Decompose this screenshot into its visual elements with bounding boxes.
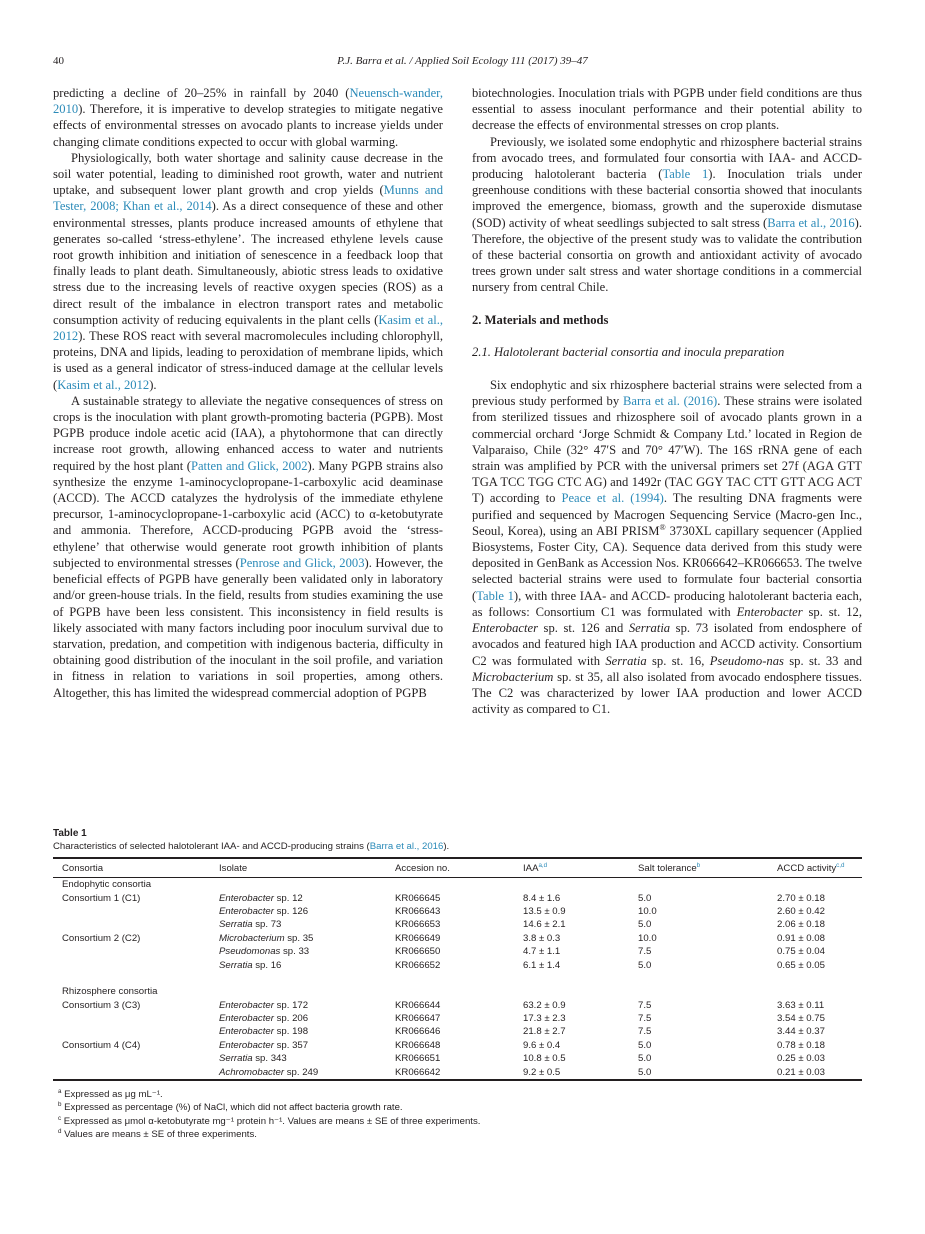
genus: Pseudomonas <box>219 946 281 958</box>
accession-cell: KR066653 <box>395 919 441 931</box>
consortium-cell <box>53 1065 219 1079</box>
text-run: sp. st. 33 and <box>783 653 862 668</box>
isolate-cell <box>219 1065 395 1079</box>
footnote-text: Expressed as μmol α-ketobutyrate mg⁻¹ protein h⁻¹. Values are means ± SE of three experiments. <box>63 1115 481 1127</box>
column-header <box>638 858 777 878</box>
footnote-ref[interactable]: b <box>696 861 701 869</box>
accd-activity-cell: 2.06 ± 0.18 <box>777 919 825 931</box>
table-label: Table 1 <box>53 828 87 839</box>
iaa-cell: 9.2 ± 0.5 <box>523 1066 561 1078</box>
citation-link[interactable]: Table 1 <box>476 588 514 603</box>
isolate-cell <box>219 891 395 904</box>
table-caption <box>53 841 862 852</box>
accd-activity-cell: 3.44 ± 0.37 <box>777 1026 825 1038</box>
strain: sp. 12 <box>273 892 303 904</box>
accd-activity-cell: 0.21 ± 0.03 <box>777 1066 825 1078</box>
salt-tolerance-cell: 5.0 <box>638 1066 652 1078</box>
header-label: ACCD activity <box>777 862 837 874</box>
accession-cell: KR066642 <box>395 1066 441 1078</box>
salt-tolerance-cell: 7.5 <box>638 1013 652 1025</box>
taxon-name: Serratia <box>605 653 647 668</box>
iaa-cell: 21.8 ± 2.7 <box>523 1026 566 1038</box>
footnote <box>53 1101 862 1115</box>
strain: sp. 249 <box>284 1066 319 1078</box>
text-run: Six endophytic and six rhizosphere bacterial strains were selected from a previous study performed by <box>472 378 862 409</box>
salt-tolerance-cell: 5.0 <box>638 892 652 904</box>
iaa-cell: 63.2 ± 0.9 <box>523 999 566 1011</box>
citation-link[interactable]: Barra et al., 2016 <box>767 215 855 230</box>
text-run: biotechnologies. Inoculation trials with PGPB under field conditions are thus essential to assess inoculant performance and their potential ability to decrease the effects of environmental stresses on crop plants. <box>472 86 862 133</box>
iaa-cell: 17.3 ± 2.3 <box>523 1013 566 1025</box>
accession-cell: KR066652 <box>395 959 441 971</box>
table-row <box>53 932 862 945</box>
text-run: A sustainable strategy to alleviate the negative consequences of stress on crops is the inoculation with plant growth-promoting bacteria (PGPB). Most PGPB produce indole acetic acid (IAA), a phytohormone that can directly increase root growth, allowing enhanced access to water and nutrients required by the host plant ( <box>53 393 443 473</box>
salt-tolerance-cell: 7.5 <box>638 1026 652 1038</box>
text-run: Previously, we isolated some endophytic and rhizosphere bacterial strains from avocado trees, and formulated four consortia with IAA- and ACCD- producing halotolerant bacteria ( <box>472 134 862 182</box>
citation-link[interactable]: Table 1 <box>662 167 709 182</box>
isolate-cell <box>219 918 395 931</box>
isolate-cell <box>219 905 395 918</box>
text-run: ), with three IAA- and ACCD- producing halotolerant bacteria each, as follows: Consortium C1 was formulated with <box>472 588 862 619</box>
header-label: Isolate <box>219 862 248 874</box>
consortium-cell: Consortium 3 (C3) <box>62 999 141 1011</box>
table-row <box>53 1065 862 1079</box>
accession-cell: KR066643 <box>395 905 441 917</box>
accd-activity-cell: 0.65 ± 0.05 <box>777 959 825 971</box>
consortium-cell <box>53 1052 219 1065</box>
footnote-mark: d <box>58 1128 62 1136</box>
right-column <box>472 85 862 717</box>
consortium-cell <box>53 1012 219 1025</box>
text-run: ). Many PGPB strains also synthesize the enzyme 1-aminocyclopropane-1-carboxylic acid deaminase (ACCD). The ACCD catalyzes the hydrolysis of the immediate ethylene precursor, 1-aminocyclopropane-1-carboxylic acid (ACC) to α-ketobutyrate and ammonia. Therefore, ACCD-producing PGPB avoid the ‘stress-ethylene’ that otherwise would generate root growth inhibition of plants subjected to environmental stresses ( <box>53 458 443 570</box>
consortium-cell <box>53 958 219 971</box>
table-row <box>53 1012 862 1025</box>
accd-activity-cell: 3.63 ± 0.11 <box>777 999 825 1011</box>
accession-cell: KR066650 <box>395 946 441 958</box>
text-run: sp. 73 isolated from endosphere of avocados and featured high IAA production and ACCD activity. Consortium C2 was formulated with <box>472 621 862 668</box>
iaa-cell: 9.6 ± 0.4 <box>523 1039 561 1051</box>
genus: Enterobacter <box>219 905 274 917</box>
text-run: ). Therefore, the objective of the present study was to validate the contribution of these bacterial consortia on growth and antioxidant activity of avocado trees grown under salt stress and water shortage conditions in a commercial nursery from central Chile. <box>472 215 862 295</box>
isolate-cell <box>219 1025 395 1038</box>
accession-cell: KR066648 <box>395 1039 441 1051</box>
header-label: Consortia <box>62 862 104 874</box>
accession-cell: KR066649 <box>395 932 441 944</box>
genus: Achromobacter <box>219 1066 285 1078</box>
table-header-row <box>53 858 862 878</box>
citation-link[interactable]: Kasim et al., 2012 <box>57 377 150 392</box>
iaa-cell: 6.1 ± 1.4 <box>523 959 561 971</box>
subsection-heading: 2.1. Halotolerant bacterial consortia and inocula preparation <box>472 344 785 359</box>
header-label: Salt tolerance <box>638 862 697 874</box>
salt-tolerance-cell: 10.0 <box>638 932 657 944</box>
accession-cell: KR066645 <box>395 892 441 904</box>
salt-tolerance-cell: 5.0 <box>638 959 652 971</box>
consortium-cell: Consortium 2 (C2) <box>62 932 141 944</box>
footnote-text: Expressed as μg mL⁻¹. <box>64 1088 163 1100</box>
isolate-cell <box>219 958 395 971</box>
text-run: 3730XL capillary sequencer (Applied Biosystems, Foster City, CA). Sequence data derived from this study were deposited in GenBank as Accession Nos. KR066642–KR066653. The twelve selected bacterial strains were used to formulate four bacterial consortia ( <box>472 523 862 603</box>
data-table <box>53 857 862 1081</box>
header-label: Accesion no. <box>395 862 450 874</box>
accd-activity-cell: 0.75 ± 0.04 <box>777 946 825 958</box>
strain: sp. 35 <box>284 932 314 944</box>
paragraph <box>53 150 443 393</box>
strain: sp. 16 <box>252 959 282 971</box>
footnote-ref[interactable]: a,d <box>538 861 548 869</box>
strain: sp. 33 <box>280 946 310 958</box>
taxon-name: Microbacterium <box>472 669 554 684</box>
footnote-mark: c <box>58 1114 62 1122</box>
accd-activity-cell: 0.91 ± 0.08 <box>777 932 825 944</box>
group-row <box>53 985 862 998</box>
genus: Enterobacter <box>219 1039 274 1051</box>
footnote-text: Values are means ± SE of three experiments. <box>64 1129 257 1141</box>
iaa-cell: 10.8 ± 0.5 <box>523 1053 566 1065</box>
consortium-cell: Consortium 1 (C1) <box>62 892 141 904</box>
accd-activity-cell: 2.60 ± 0.42 <box>777 905 825 917</box>
consortium-cell <box>53 1025 219 1038</box>
table-row <box>53 945 862 958</box>
paragraph <box>53 393 443 701</box>
consortium-cell <box>53 945 219 958</box>
genus: Serratia <box>219 1053 253 1065</box>
text-run: ). Therefore, it is imperative to develop strategies to mitigate negative effects of environmental stresses on avocado plants to increase yields under changing climate conditions expected to occur with global warming. <box>53 102 443 149</box>
paragraph <box>472 85 862 134</box>
strain: sp. 206 <box>273 1013 309 1025</box>
footnote-mark: b <box>58 1101 62 1109</box>
section-heading: 2. Materials and methods <box>472 312 609 327</box>
strain: sp. 172 <box>273 999 309 1011</box>
column-header <box>395 858 523 878</box>
citation-link[interactable]: Munns and Tester, 2008; Khan et al., 2014 <box>53 183 444 214</box>
header-label: IAA <box>523 862 539 874</box>
registered-mark: ® <box>659 522 666 532</box>
table-row <box>53 1052 862 1065</box>
column-header <box>53 858 219 878</box>
isolate-cell <box>219 999 395 1012</box>
strain: sp. 198 <box>273 1026 309 1038</box>
citation-link[interactable]: Barra et al. (2016) <box>622 394 718 409</box>
salt-tolerance-cell: 10.0 <box>638 905 657 917</box>
accd-activity-cell: 0.78 ± 0.18 <box>777 1039 825 1051</box>
accession-cell: KR066646 <box>395 1026 441 1038</box>
taxon-name: Serratia <box>628 621 671 636</box>
paragraph <box>472 377 862 717</box>
text-run: sp. st 35, all also isolated from avocado endosphere tissues. The C2 was characterized by lower IAA production and lower ACCD activity as compared to C1. <box>472 669 862 717</box>
text-run: Physiologically, both water shortage and salinity cause decrease in the soil water potential, leading to diminished root growth, water and nutrient uptake, and subsequent lower plant growth and crop yields ( <box>53 150 443 198</box>
citation-link[interactable]: Patten and Glick, 2002 <box>190 458 308 473</box>
caption-citation-link[interactable]: Barra et al., 2016 <box>369 841 444 852</box>
table-row <box>53 1039 862 1052</box>
accd-activity-cell: 0.25 ± 0.03 <box>777 1053 825 1065</box>
iaa-cell: 3.8 ± 0.3 <box>523 932 561 944</box>
genus: Microbacterium <box>219 932 285 944</box>
genus: Enterobacter <box>219 892 274 904</box>
caption-text-end: ). <box>443 841 450 852</box>
genus: Enterobacter <box>219 1013 274 1025</box>
iaa-cell: 8.4 ± 1.6 <box>523 892 561 904</box>
salt-tolerance-cell: 5.0 <box>638 1053 652 1065</box>
footnote-text: Expressed as percentage (%) of NaCl, which did not affect bacteria growth rate. <box>64 1102 403 1114</box>
footnote-ref[interactable]: c,d <box>836 861 845 869</box>
table-row <box>53 999 862 1012</box>
taxon-name: Pseudomo-nas <box>709 653 784 668</box>
table-row <box>53 958 862 971</box>
spacer-row <box>53 972 862 985</box>
footnote <box>53 1115 862 1129</box>
taxon-name: Enterobacter <box>736 604 803 619</box>
iaa-cell: 13.5 ± 0.9 <box>523 905 566 917</box>
table-row <box>53 891 862 904</box>
iaa-cell: 14.6 ± 2.1 <box>523 919 566 931</box>
strain: sp. 357 <box>273 1039 309 1051</box>
column-header <box>777 858 862 878</box>
iaa-cell: 4.7 ± 1.1 <box>523 946 561 958</box>
salt-tolerance-cell: 5.0 <box>638 1039 652 1051</box>
column-header <box>219 858 395 878</box>
salt-tolerance-cell: 7.5 <box>638 999 652 1011</box>
column-header <box>523 858 638 878</box>
table-row <box>53 1025 862 1038</box>
genus: Enterobacter <box>219 999 274 1011</box>
text-run: ). These ROS react with several macromolecules including chlorophyll, proteins, DNA and lipids, leading to peroxidation of membrane lipids, which is used as a general indicator of stress-induced damage at the cellular levels ( <box>53 329 443 392</box>
consortium-cell <box>53 918 219 931</box>
footnote <box>53 1128 862 1142</box>
footnote <box>53 1088 862 1102</box>
running-head: P.J. Barra et al. / Applied Soil Ecology 111 (2017) 39–47 <box>337 55 588 67</box>
genus: Serratia <box>219 959 253 971</box>
page-number: 40 <box>53 55 64 67</box>
accession-cell: KR066651 <box>395 1053 441 1065</box>
left-column <box>53 85 443 701</box>
text-run: sp. st. 12, <box>802 604 862 619</box>
text-run: ). Inoculation trials under greenhouse conditions with these bacterial consortia showed that inoculants improved the emergence, biomass, growth and the superoxide dismutase (SOD) activity of wheat seedlings subjected to salt stress ( <box>472 167 863 230</box>
text-run: predicting a decline of 20–25% in rainfall by 2040 ( <box>53 86 350 100</box>
genus: Enterobacter <box>219 1026 274 1038</box>
table-footnotes <box>53 1088 862 1142</box>
citation-link[interactable]: Peace et al. (1994) <box>561 491 664 506</box>
strain: sp. 343 <box>252 1053 287 1065</box>
isolate-cell <box>219 945 395 958</box>
text-run: ). <box>149 377 157 392</box>
consortium-cell <box>53 905 219 918</box>
text-run: ). As a direct consequence of these and other environmental stresses, plants produce increased amounts of ethylene that generates so-called ‘stress-ethylene’. The increased ethylene levels cause root growth inhibition and initiation of senescence in a feedback loop that finally leads to plant death. Simultaneously, abiotic stress leads to oxidative stress due to the increasing levels of reactive oxygen species (ROS) as a direct result of the imbalance in electron transport rates and metabolic consumption activity of reducing equivalents in the plant cells ( <box>53 199 443 327</box>
text-run: sp. st. 16, <box>646 653 710 668</box>
citation-link[interactable]: Kasim et al., 2012 <box>53 312 443 344</box>
text-run: ). However, the beneficial effects of PGPB have generally been validated only in laboratory and/or green-house trials. In the field, results from studies examining the use of PGPB have been less consistent. This inconsistency in field results is likely associated with many factors including poor inoculum survival due to starvation, predation, and competition with indigenous bacteria, difficulty in obtaining good distribution of the inoculant in the soil profile, and variation in fitness in relation to variations in soil properties, among others. Altogether, this has limited the widespread commercial adoption of PGPB <box>53 555 443 700</box>
isolate-cell <box>219 1039 395 1052</box>
strain: sp. 73 <box>252 919 282 931</box>
genus: Serratia <box>219 919 253 931</box>
group-label: Rhizosphere consortia <box>62 986 158 998</box>
taxon-name: Enterobacter <box>472 621 538 636</box>
accd-activity-cell: 3.54 ± 0.75 <box>777 1013 825 1025</box>
table-row <box>53 918 862 931</box>
isolate-cell <box>219 1052 395 1065</box>
text-run: . These strains were isolated from sterilized tissues and rhizosphere soil of avocado plants grown in a commercial orchard ‘Jorge Schmidt & Company Ltd.’ located in Region de Valparaiso, Chile (32° 47′S and 70° 47′W). The 16S rRNA gene of each strain was amplified by PCR with the universal primers set 27f (AGA GTT TGA TCC TGG CTC AG) and 1492r (TAC GGY TAC CTT GTT ACG ACT T) according to <box>472 394 862 506</box>
group-label: Endophytic consortia <box>62 879 152 891</box>
salt-tolerance-cell: 5.0 <box>638 919 652 931</box>
table-row <box>53 905 862 918</box>
table-1 <box>53 828 862 1142</box>
text-run: sp. st. 126 and <box>537 621 629 636</box>
group-row <box>53 878 862 892</box>
paragraph <box>53 85 443 150</box>
consortium-cell: Consortium 4 (C4) <box>62 1039 141 1051</box>
text-run: . The resulting DNA fragments were purified and sequenced by Macrogen Sequencing Service (Macro-gen Inc., Seoul, Korea), using an ABI PRISM <box>472 491 862 538</box>
isolate-cell <box>219 932 395 945</box>
accession-cell: KR066644 <box>395 999 441 1011</box>
caption-text: Characteristics of selected halotolerant IAA- and ACCD-producing strains ( <box>53 841 370 852</box>
paragraph <box>472 134 862 296</box>
footnote-mark: a <box>58 1087 62 1095</box>
accession-cell: KR066647 <box>395 1013 441 1025</box>
isolate-cell <box>219 1012 395 1025</box>
citation-link[interactable]: Penrose and Glick, 2003 <box>239 555 365 570</box>
strain: sp. 126 <box>273 905 309 917</box>
citation-link[interactable]: Neuensch-wander, 2010 <box>53 86 443 117</box>
accd-activity-cell: 2.70 ± 0.18 <box>777 892 825 904</box>
salt-tolerance-cell: 7.5 <box>638 946 652 958</box>
